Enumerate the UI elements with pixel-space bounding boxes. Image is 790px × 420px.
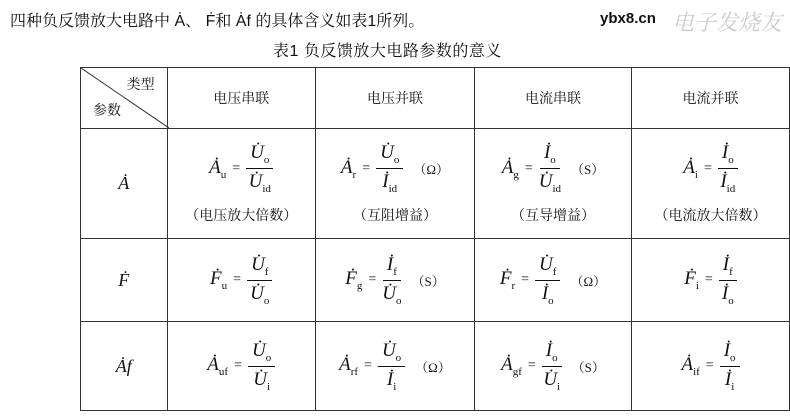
- lhs-subscript: uf: [218, 365, 229, 378]
- fraction: [719, 254, 737, 307]
- formula-cell: [315, 129, 474, 239]
- denominator: U̇: [382, 282, 396, 304]
- fraction: [718, 142, 738, 195]
- unit: （Ω）: [413, 162, 450, 177]
- fraction: [248, 340, 275, 393]
- lhs-symbol: Ḟ: [345, 268, 357, 290]
- watermark-site: ybx8.cn: [600, 10, 656, 27]
- lhs-symbol: Ḟ: [684, 268, 696, 290]
- formula-cell: [631, 322, 789, 411]
- equals-sign: =: [703, 160, 712, 176]
- numerator: U̇: [539, 253, 553, 275]
- unit: （Ω）: [570, 273, 607, 289]
- numerator-subscript: o: [552, 351, 558, 364]
- denominator: U̇: [253, 368, 267, 390]
- lhs-subscript: u: [221, 279, 228, 292]
- equals-sign: =: [524, 160, 533, 176]
- unit: （S）: [571, 162, 605, 177]
- denominator-subscript: o: [548, 294, 554, 307]
- lhs-subscript: g: [513, 168, 519, 181]
- fraction: [246, 142, 273, 195]
- lhs-symbol: Ḟ: [499, 268, 512, 290]
- numerator-subscript: f: [393, 265, 397, 278]
- numerator: İ: [723, 339, 731, 361]
- lhs-symbol: Ȧ: [209, 156, 221, 178]
- lhs-symbol: Ȧ: [501, 354, 513, 376]
- denominator-subscript: id: [262, 182, 271, 195]
- formula-cell: [315, 239, 474, 322]
- formula: [339, 340, 451, 393]
- equals-sign: =: [234, 358, 242, 373]
- fraction: [382, 254, 401, 307]
- lhs-symbol: Ḟ: [210, 268, 222, 290]
- fraction: [247, 254, 272, 307]
- denominator-subscript: i: [557, 380, 561, 393]
- numerator: İ: [722, 253, 730, 275]
- lhs-subscript: r: [511, 279, 516, 292]
- param-symbol: Ḟ: [118, 269, 130, 290]
- equals-sign: =: [362, 160, 371, 176]
- meaning-note: （电流放大倍数）: [654, 206, 767, 223]
- denominator: U̇: [250, 282, 264, 304]
- formula: [209, 142, 273, 195]
- intro-text: 四种负反馈放大电路中 Ȧ、 Ḟ和 Ȧf 的具体含义如表1所列。: [10, 13, 425, 30]
- numerator-subscript: o: [393, 154, 400, 166]
- param-cell: [81, 129, 168, 239]
- meaning-note: （互阻增益）: [352, 206, 437, 223]
- lhs-symbol: Ȧ: [683, 156, 695, 178]
- numerator: İ: [721, 142, 729, 164]
- formula-cell: [167, 129, 315, 239]
- lhs-subscript: g: [356, 279, 363, 292]
- denominator: U̇: [248, 171, 263, 192]
- denominator-subscript: id: [552, 182, 562, 195]
- meaning-note: （互导增益）: [510, 206, 595, 223]
- header-row: [81, 68, 790, 129]
- param-symbol: Ȧ: [118, 173, 130, 193]
- formula-cell: [475, 239, 632, 322]
- lhs-subscript: i: [694, 168, 698, 181]
- denominator-subscript: i: [266, 380, 270, 393]
- denominator-subscript: i: [393, 380, 397, 393]
- numerator-subscript: f: [264, 265, 269, 278]
- formula: [210, 254, 272, 307]
- parameter-table: [80, 67, 790, 411]
- table-row: [81, 322, 790, 411]
- denominator: İ: [382, 171, 389, 192]
- lhs-subscript: if: [693, 365, 700, 378]
- lhs-symbol: Ȧ: [681, 354, 694, 376]
- numerator: U̇: [250, 142, 264, 164]
- fraction: [542, 340, 562, 393]
- denominator-subscript: o: [728, 294, 734, 307]
- formula-cell: [167, 322, 315, 411]
- denominator-subscript: o: [395, 294, 402, 307]
- param-label: 参数: [93, 102, 121, 118]
- formula: [341, 142, 449, 195]
- meaning-note: （电压放大倍数）: [185, 206, 298, 223]
- denominator: U̇: [543, 368, 558, 390]
- formula: [681, 340, 739, 393]
- equals-sign: =: [527, 358, 536, 373]
- numerator: U̇: [251, 339, 266, 361]
- formula-cell: [475, 129, 632, 239]
- lhs-subscript: u: [220, 168, 227, 181]
- fraction: [720, 340, 740, 393]
- numerator-subscript: o: [730, 351, 736, 364]
- denominator: İ: [386, 368, 394, 390]
- lhs-symbol: Ȧ: [340, 156, 353, 178]
- lhs-subscript: i: [695, 279, 699, 292]
- lhs-subscript: r: [352, 168, 357, 181]
- equals-sign: =: [368, 272, 377, 287]
- equals-sign: =: [232, 160, 241, 176]
- unit: （S）: [571, 359, 605, 375]
- formula: [684, 254, 737, 307]
- denominator-subscript: id: [726, 182, 736, 195]
- numerator-subscript: o: [728, 154, 734, 166]
- denominator-subscript: o: [263, 294, 270, 307]
- fraction: [378, 340, 405, 393]
- denominator: İ: [541, 282, 549, 304]
- lhs-symbol: Ȧ: [501, 156, 514, 178]
- denominator: İ: [721, 282, 729, 304]
- formula: [501, 340, 605, 393]
- lhs-subscript: rf: [350, 365, 359, 378]
- denominator: İ: [720, 171, 727, 192]
- numerator-subscript: f: [729, 265, 733, 278]
- table-row: [81, 239, 790, 322]
- formula-cell: [315, 322, 474, 411]
- param-symbol: Ȧf: [115, 355, 132, 376]
- numerator: U̇: [251, 253, 265, 275]
- denominator: İ: [724, 368, 732, 390]
- numerator: İ: [386, 253, 394, 275]
- formula: [683, 142, 737, 195]
- equals-sign: =: [233, 272, 242, 287]
- lhs-symbol: Ȧ: [207, 354, 219, 376]
- numerator: U̇: [380, 142, 394, 164]
- equals-sign: =: [521, 272, 530, 287]
- equals-sign: =: [704, 272, 713, 287]
- watermark-logo: 电子发烧友: [672, 10, 783, 35]
- formula: [502, 142, 605, 195]
- formula-cell: [475, 322, 632, 411]
- lhs-subscript: gf: [512, 365, 522, 378]
- numerator-subscript: o: [550, 154, 556, 166]
- denominator-subscript: id: [388, 182, 398, 195]
- numerator-subscript: o: [395, 351, 402, 364]
- denominator-subscript: i: [731, 380, 735, 393]
- formula: [207, 340, 275, 393]
- equals-sign: =: [705, 358, 714, 373]
- column-header: 电压串联: [167, 68, 315, 129]
- formula-cell: [167, 239, 315, 322]
- fraction: [376, 142, 403, 195]
- formula-cell: [631, 239, 789, 322]
- formula-cell: [631, 129, 789, 239]
- numerator: İ: [543, 142, 551, 164]
- column-header: 电流串联: [475, 68, 632, 129]
- unit: （S）: [411, 273, 445, 289]
- numerator: U̇: [381, 339, 396, 361]
- type-label: 类型: [126, 76, 155, 92]
- column-header: 电压并联: [315, 68, 474, 129]
- diagonal-header-cell: [81, 68, 168, 129]
- numerator: İ: [545, 339, 553, 361]
- denominator: U̇: [538, 171, 553, 192]
- formula: [500, 254, 606, 307]
- table-caption: 表1 负反馈放大电路参数的意义: [273, 43, 502, 60]
- lhs-symbol: Ȧ: [339, 354, 351, 376]
- numerator-subscript: o: [263, 154, 270, 166]
- formula: [345, 254, 444, 307]
- param-cell: [81, 322, 168, 411]
- param-cell: [81, 239, 168, 322]
- fraction: [539, 142, 561, 195]
- equals-sign: =: [364, 358, 372, 373]
- fraction: [535, 254, 560, 307]
- numerator-subscript: o: [265, 351, 272, 364]
- column-header: 电流并联: [631, 68, 789, 129]
- numerator-subscript: f: [552, 265, 557, 278]
- table-row: [81, 129, 790, 239]
- unit: （Ω）: [415, 359, 451, 375]
